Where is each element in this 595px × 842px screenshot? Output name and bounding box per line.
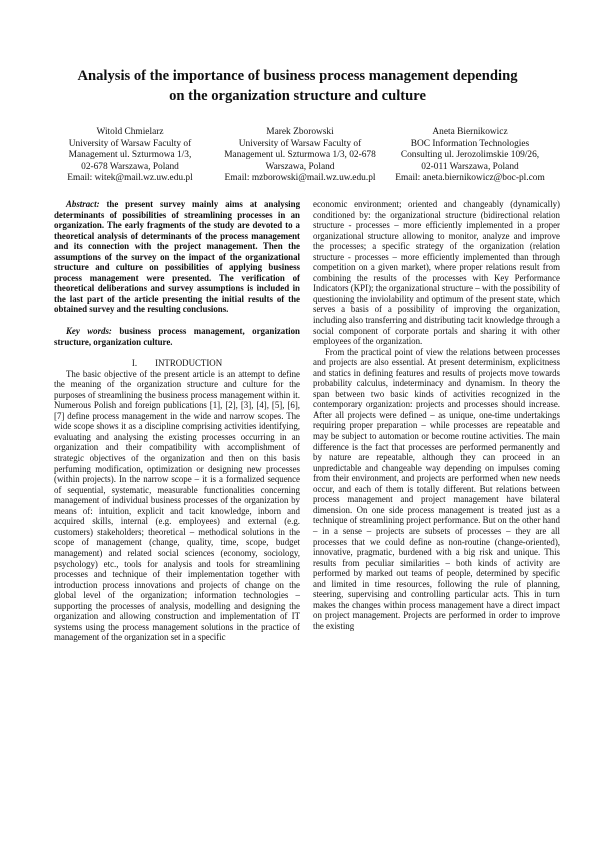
paper-title xyxy=(40,66,555,106)
author-3 xyxy=(385,127,555,185)
paper-title-line-1: Analysis of the importance of business process management depending xyxy=(77,68,518,84)
keywords xyxy=(54,326,300,347)
author-city: 02-678 Warszawa, Poland xyxy=(81,161,179,172)
author-name: Aneta Biernikowicz xyxy=(432,127,508,137)
paper-title-line-2: on the organization structure and culture xyxy=(169,88,426,104)
author-2 xyxy=(215,127,385,185)
author-email: Email: mzborowski@mail.wz.uw.edu.pl xyxy=(224,173,376,184)
author-name: Marek Zborowski xyxy=(266,127,334,137)
author-name: Witold Chmielarz xyxy=(96,127,164,137)
section-title: INTRODUCTION xyxy=(155,358,223,369)
author-block xyxy=(45,127,555,185)
author-affiliation: University of Warsaw Faculty of xyxy=(238,138,362,149)
author-affiliation: BOC Information Technologies xyxy=(410,138,530,149)
paragraph-1-part-b: economic environment; oriented and changeably (dynamically) conditioned by: the organizational structure (bidirectional relation structure - processes – more efficiently implemented in a proper organizational structure allowing to monitor, analyze and improve the processes; a specific strategy of the organization (relation structure - processes – more efficiently implemented than through competition on a given market), where proper relations result from combining the results of the processes with Key Performance Indicators (KPI); the organizational structure – with the possibility of questioning the inviolability and optimum of the present state, which serves a basis of a possibility of improving the organization, including also transferring and distributing tacit knowledge through a social component of corporate portals and sharing it with other employees of the organization. xyxy=(313,199,560,347)
section-number: I. xyxy=(131,358,138,369)
author-email: Email: witek@mail.wz.uw.edu.pl xyxy=(67,173,193,184)
right-column xyxy=(313,199,560,631)
author-1 xyxy=(45,127,215,185)
abstract-text: the present survey mainly aims at analysing determinants of possibilities of streamlining processes in an organization. The early fragments of the study are devoted to a theoretical analysis of determinants of the process management and its connection with the project management. Then the assumptions of the survey on the impact of the organizational structure and culture on possibilities of applying business process management were presented. The verification of theoretical deliberations and survey assumptions is included in the last part of the article presenting the initial results of the obtained survey and the resulting conclusions. xyxy=(54,199,301,315)
author-city: Warszawa, Poland xyxy=(265,161,335,172)
author-address: Management ul. Szturmowa 1/3, xyxy=(68,150,192,161)
author-address: Management ul. Szturmowa 1/3, 02-678 xyxy=(224,150,376,161)
abstract xyxy=(54,199,300,315)
section-heading xyxy=(54,358,300,369)
author-email: Email: aneta.biernikowicz@boc-pl.com xyxy=(395,173,545,184)
paragraph-2: From the practical point of view the relations between processes and projects are also essential. At present determinism, explicitness and statics in defining features and results of projects move towards probability calculus, indeterminacy and dynamism. In theory the span between two basic kinds of activities recognized in the contemporary organization: projects and processes should increase. After all projects were defined – as unique, one-time undertakings requiring proper preparation – while processes are repeatable and may be subject to automation or become routine activities. The main difference is the fact that processes are performed permanently and by nature are repeatable, although they can proceed in an unpredictable and changeable way depending on impulses coming from their environment, and projects are performed when new needs occur, and each of them is totally different. But relations between process management and project management have bilateral dimension. On one side process management is treated just as a technique of streamlining project performance. But on the other hand – in a sense – projects are subsets of processes – they are all processes that we could define as non-routine (change-oriented), innovative, pragmatic, burdened with a big risk and unique. This results from peculiar similarities – both kinds of activity are performed by marked out teams of people, determined by specific and limited in time resources, following the rule of planning, steering, supervising and controlling particular acts. This in turn makes the changes within process management have a direct impact on project management. Projects are performed in order to improve the existing xyxy=(313,346,560,631)
keywords-text: business process management, organization structure, organization culture. xyxy=(54,326,300,347)
left-column xyxy=(54,199,300,643)
paragraph-1-part-a: The basic objective of the present article is an attempt to define the meaning of the organization structure and culture for the purposes of streamlining the business process management within it. Numerous Polish and foreign publications [1], [2], [3], [4], [5], [6], [7] define process management in the wide and narrow scopes. The wide scope shows it as a discipline comprising activities identifying, evaluating and analysing the existing processes occurring in an organization and their compatibility with accomplishment of strategic objectives of the organization and then on this basis perfuming modification, optimization or designing new processes (within projects). In the narrow scope – it is a formalized sequence of sequential, systematic, measurable functionalities concerning management of individual business processes of the organization by means of: intuition, explicit and tacit knowledge, inborn and acquired skills, internal (e.g. employees) and external (e.g. customers) stakeholders; theoretical – methodical solutions in the scope of management (change, quality, time, scope, budget management) and related social sciences (economy, sociology, psychology) etc., tools for analysis and tools for streamlining processes and technique of their implementation together with introduction process innovations and projects of change on the global level of the organization; information technologies – supporting the processes of analysis, modelling and designing the organization and allowing construction and implementation of IT systems using the process management solutions in the practice of management of the organization set in a specific xyxy=(54,368,300,643)
author-city: 02-011 Warszawa, Poland xyxy=(421,161,519,172)
author-affiliation: University of Warsaw Faculty of xyxy=(68,138,192,149)
author-address: Consulting ul. Jerozolimskie 109/26, xyxy=(400,150,540,161)
abstract-label: Abstract: xyxy=(66,199,100,209)
keywords-label: Key words: xyxy=(66,326,112,337)
